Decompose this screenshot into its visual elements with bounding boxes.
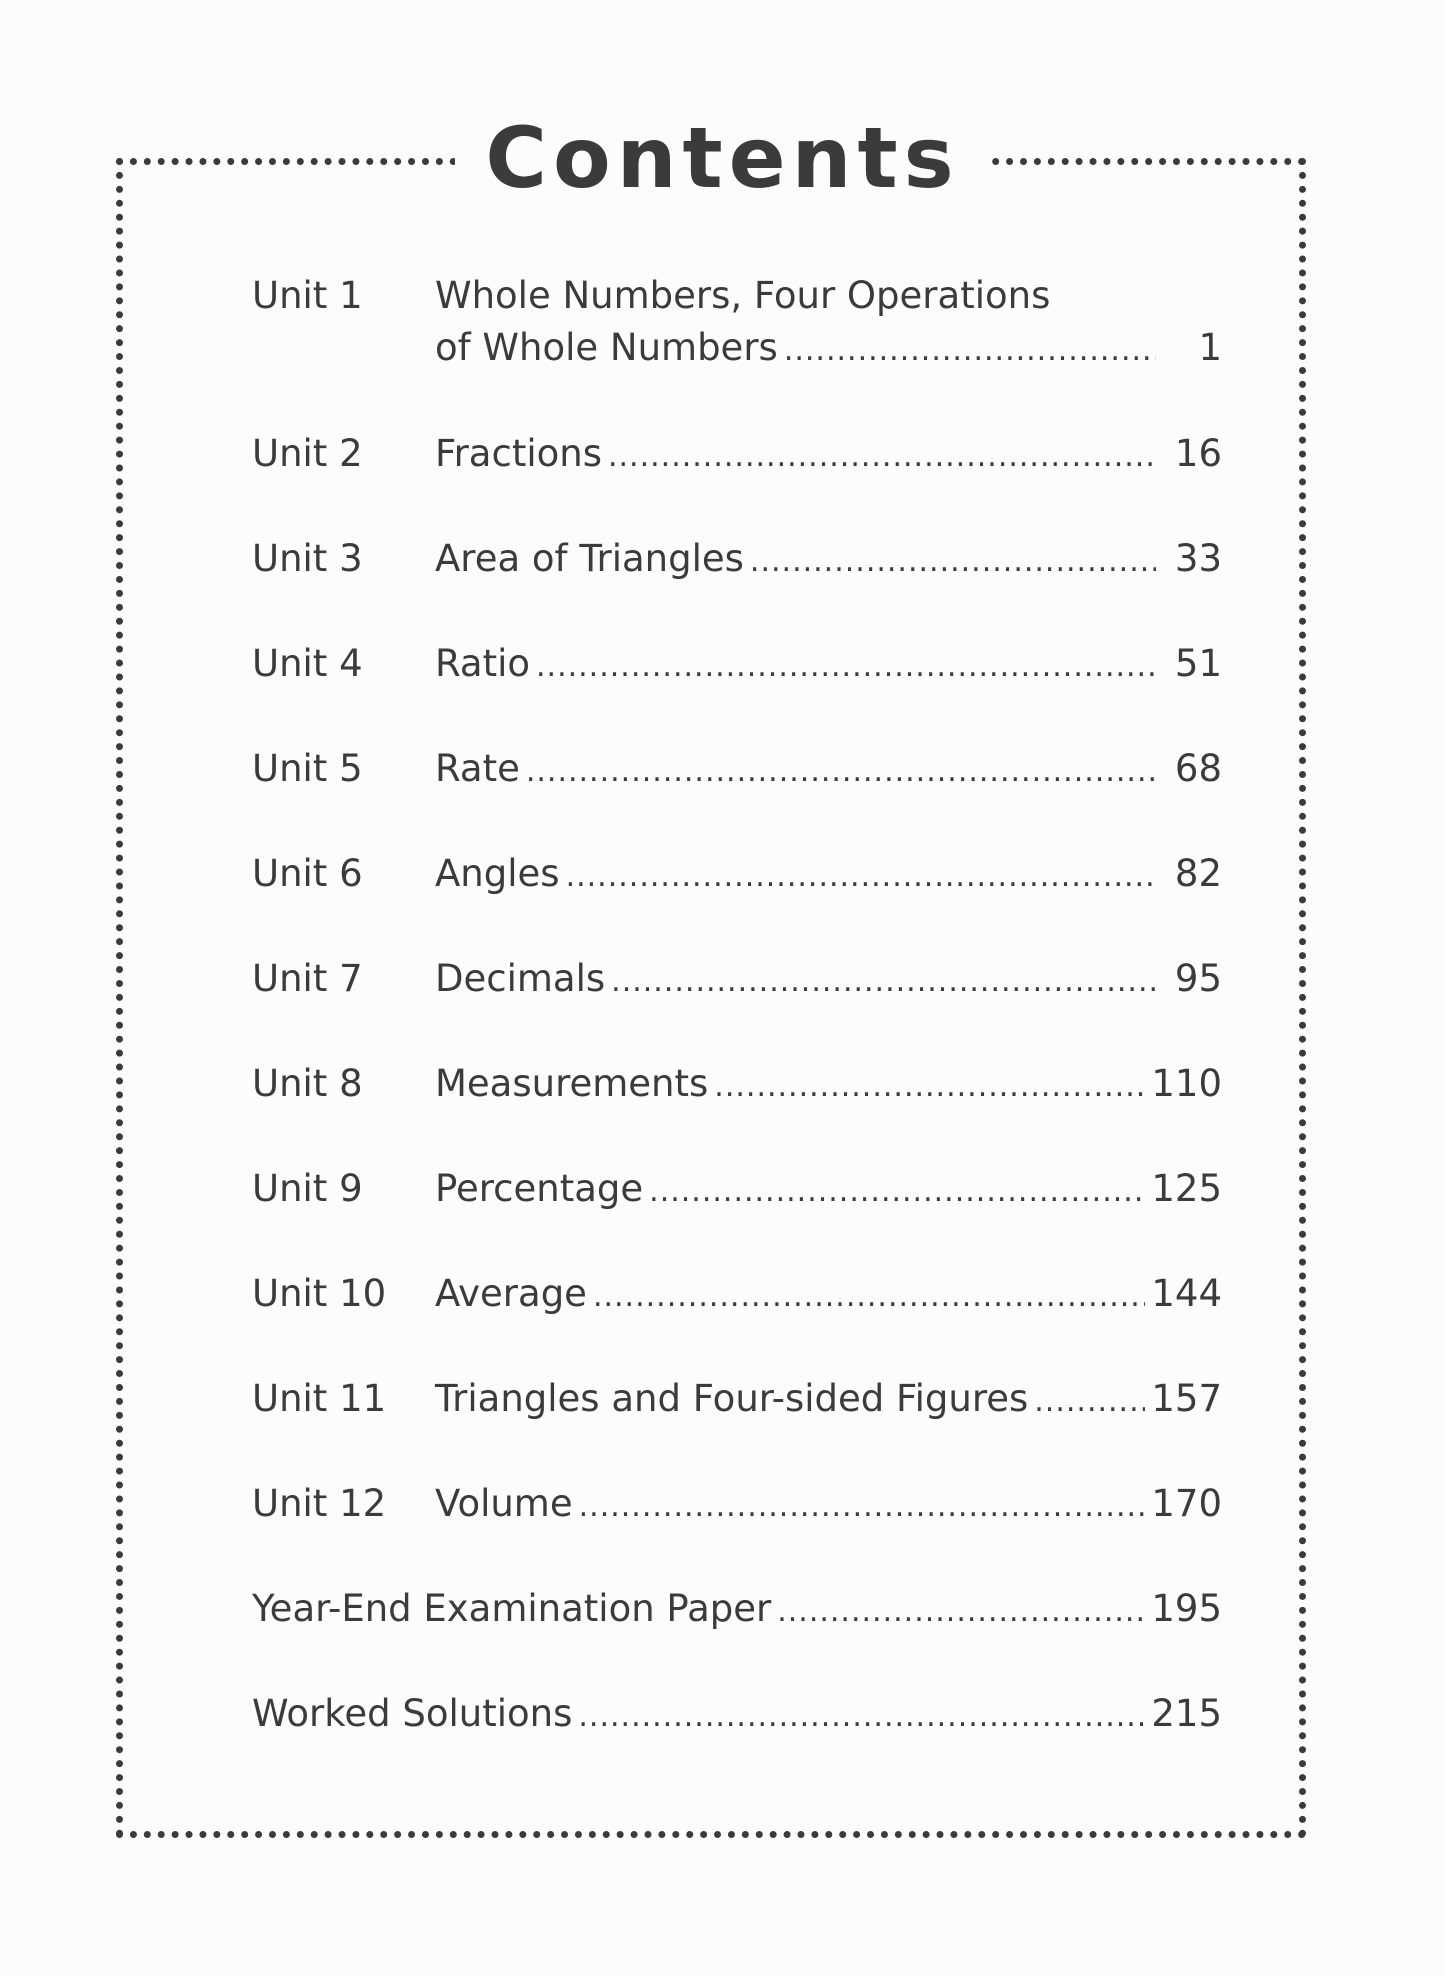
dot-leader xyxy=(536,641,1156,693)
unit-label: Unit 12 xyxy=(252,1482,387,1525)
dot-leader xyxy=(649,1166,1145,1218)
page-number: 215 xyxy=(1151,1692,1222,1735)
unit-label: Unit 6 xyxy=(252,852,363,895)
page-number: 82 xyxy=(1174,852,1222,895)
unit-title: Percentage xyxy=(435,1167,644,1210)
unit-label: Unit 3 xyxy=(252,537,363,580)
unit-title: Rate xyxy=(435,747,520,790)
unit-label: Unit 5 xyxy=(252,747,363,790)
unit-title: Ratio xyxy=(435,642,530,685)
unit-title: Fractions xyxy=(435,432,602,475)
page-number: 68 xyxy=(1174,747,1222,790)
dot-leader xyxy=(784,325,1156,377)
unit-label: Unit 8 xyxy=(252,1062,363,1105)
dot-leader xyxy=(579,1481,1146,1533)
entry-title: Worked Solutions xyxy=(252,1692,573,1735)
page-number: 51 xyxy=(1174,642,1222,685)
title-container xyxy=(0,108,1445,208)
page-number: 33 xyxy=(1174,537,1222,580)
dot-leader xyxy=(1034,1376,1145,1428)
unit-title-line-2: of Whole Numbers xyxy=(435,326,778,369)
page-number: 144 xyxy=(1151,1272,1222,1315)
unit-label: Unit 4 xyxy=(252,642,363,685)
dot-leader xyxy=(611,956,1156,1008)
dot-leader xyxy=(578,1691,1145,1743)
page-number: 195 xyxy=(1151,1587,1222,1630)
unit-title: Angles xyxy=(435,852,560,895)
page-number: 110 xyxy=(1151,1062,1222,1105)
unit-label: Unit 10 xyxy=(252,1272,387,1315)
unit-label: Unit 9 xyxy=(252,1167,363,1210)
dot-leader xyxy=(593,1271,1145,1323)
unit-title: Average xyxy=(435,1272,587,1315)
unit-label: Unit 11 xyxy=(252,1377,387,1420)
unit-title: Area of Triangles xyxy=(435,537,744,580)
unit-title: Triangles and Four-sided Figures xyxy=(435,1377,1029,1420)
entry-title: Year-End Examination Paper xyxy=(252,1587,772,1630)
unit-title: Measurements xyxy=(435,1062,709,1105)
dot-leader xyxy=(608,431,1156,483)
unit-title: Decimals xyxy=(435,957,606,1000)
unit-title: Volume xyxy=(435,1482,573,1525)
page-number: 95 xyxy=(1174,957,1222,1000)
unit-label: Unit 7 xyxy=(252,957,363,1000)
dot-leader xyxy=(750,536,1156,588)
unit-label: Unit 1 xyxy=(252,274,363,317)
dot-leader xyxy=(526,746,1156,798)
page-number: 157 xyxy=(1151,1377,1222,1420)
page-number: 16 xyxy=(1174,432,1222,475)
page-number: 125 xyxy=(1151,1167,1222,1210)
page-title: Contents xyxy=(455,108,989,208)
unit-title-line-1: Whole Numbers, Four Operations xyxy=(435,274,1051,317)
page-number: 1 xyxy=(1198,326,1222,369)
dot-leader xyxy=(714,1061,1145,1113)
page-number: 170 xyxy=(1151,1482,1222,1525)
dot-leader xyxy=(777,1586,1145,1638)
dot-leader xyxy=(566,851,1156,903)
unit-label: Unit 2 xyxy=(252,432,363,475)
